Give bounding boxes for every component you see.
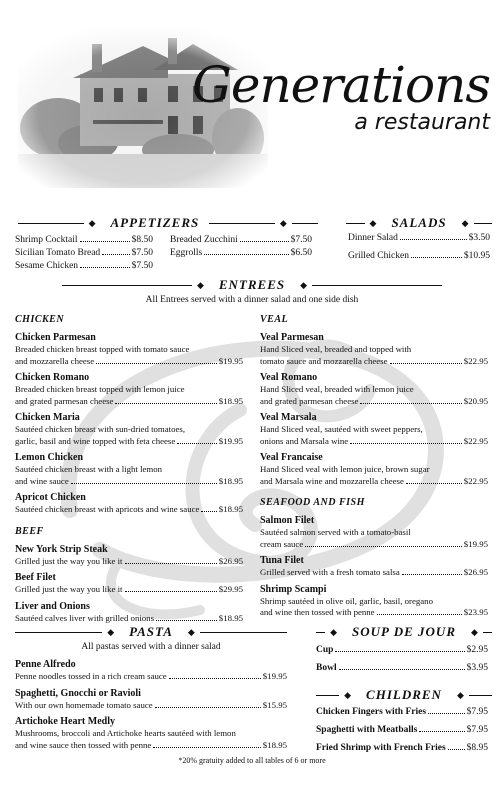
- menu-item: Dinner Salad $3.50: [348, 233, 490, 243]
- appetizers-heading: ◆ APPETIZERS ◆: [18, 216, 318, 230]
- menu-item: Spaghetti with Meatballs $7.95: [316, 725, 488, 735]
- children-title: CHILDREN: [366, 687, 442, 702]
- children-heading: ◆ CHILDREN ◆: [316, 688, 492, 702]
- entrees-left-column: [15, 314, 243, 628]
- entrees-note: All Entrees served with a dinner salad and one side dish: [145, 295, 359, 305]
- menu-item: Spaghetti, Gnocchi or Ravioli With our own homemade tomato sauce $15.95: [15, 687, 287, 710]
- menu-item: Grilled Chicken $10.95: [348, 251, 490, 261]
- menu-item: Chicken Fingers with Fries $7.95: [316, 707, 488, 717]
- menu-item: Artichoke Heart Medly Mushrooms, broccoli and Artichoke hearts sautéed with lemon and wine sauce then tossed with penne $18.95: [15, 716, 287, 750]
- menu-item: Shrimp Scampi Shrimp sautéed in olive oil, garlic, basil, oregano and wine then tossed with penne $23.95: [260, 583, 488, 617]
- menu-item: Eggrolls $6.50: [170, 248, 312, 258]
- menu-item: Veal Parmesan Hand Sliced veal, breaded and topped with tomato sauce and mozzarella cheese $22.95: [260, 332, 488, 366]
- menu-item: Tuna Filet Grilled served with a fresh tomato salsa $26.95: [260, 555, 488, 577]
- category-veal: VEAL: [260, 314, 289, 325]
- entrees-title: ENTREES: [218, 277, 286, 292]
- menu-item: Veal Francaise Hand Sliced veal with lemon juice, brown sugar and Marsala wine and mozzarella cheese $22.95: [260, 452, 488, 486]
- soup-heading: ◆ SOUP DE JOUR ◆: [316, 625, 492, 639]
- menu-item: Sicilian Tomato Bread $7.50: [15, 248, 153, 258]
- menu-item: Veal Marsala Hand Sliced veal, sautéed with sweet peppers, onions and Marsala wine $22.95: [260, 412, 488, 446]
- appetizers-column-1: [15, 234, 153, 273]
- menu-item: New York Strip Steak Grilled just the way you like it $26.95: [15, 543, 243, 566]
- menu-item: Salmon Filet Sautéed salmon served with a tomato-basil cream sauce $19.95: [260, 515, 488, 549]
- menu-item: Cup $2.95: [316, 645, 488, 655]
- category-beef: BEEF: [15, 525, 44, 537]
- menu-item: Chicken Maria Sautéed chicken breast with sun-dried tomatoes, garlic, basil and wine topped with feta cheese $19.95: [15, 412, 243, 446]
- category-chicken: CHICKEN: [15, 314, 65, 325]
- menu-item: Veal Romano Hand Sliced veal, breaded with lemon juice and grated parmesan cheese $20.95: [260, 372, 488, 406]
- category-seafood: SEAFOOD AND FISH: [260, 497, 365, 508]
- pasta-list: [15, 658, 287, 755]
- entrees-heading: ◆ ENTREES ◆: [62, 278, 442, 292]
- menu-item: Fried Shrimp with French Fries $8.95: [316, 743, 488, 753]
- soup-list: [316, 641, 488, 677]
- salads-list: [348, 229, 490, 265]
- menu-item: Lemon Chicken Sautéed chicken breast with a light lemon and wine sauce $18.95: [15, 452, 243, 486]
- gratuity-footnote: *20% gratuity added to all tables of 6 or more: [178, 756, 326, 765]
- menu-item: Chicken Romano Breaded chicken breast topped with lemon juice and grated parmesan cheese $18.95: [15, 372, 243, 406]
- menu-item: Sesame Chicken $7.50: [15, 261, 153, 271]
- restaurant-logo: [191, 56, 490, 135]
- salads-title: SALADS: [391, 215, 447, 230]
- menu-item: Apricot Chicken Sautéed chicken breast with apricots and wine sauce $18.95: [15, 492, 243, 514]
- menu-item: Beef Filet Grilled just the way you like it $29.95: [15, 572, 243, 594]
- pasta-title: PASTA: [129, 624, 173, 639]
- salads-heading: ◆ SALADS ◆: [346, 216, 492, 230]
- menu-item: Shrimp Cocktail $8.50: [15, 235, 153, 245]
- children-list: [316, 703, 488, 757]
- menu-item: Liver and Onions Sautéed calves liver with grilled onions $18.95: [15, 600, 243, 623]
- menu-item: Breaded Zucchini $7.50: [170, 235, 312, 245]
- menu-item: Bowl $3.95: [316, 663, 488, 673]
- entrees-right-column: [260, 314, 488, 623]
- appetizers-column-2: [170, 234, 312, 260]
- menu-item: Penne Alfredo Penne noodles tossed in a rich cream sauce $19.95: [15, 659, 287, 681]
- appetizers-title: APPETIZERS: [110, 215, 200, 230]
- menu-item: Chicken Parmesan Breaded chicken breast topped with tomato sauce and mozzarella cheese $19.95: [15, 332, 243, 366]
- soup-title: SOUP DE JOUR: [352, 624, 456, 639]
- pasta-note: All pastas served with a dinner salad: [81, 642, 221, 652]
- pasta-heading: ◆ PASTA ◆: [15, 625, 287, 639]
- restaurant-tagline: a restaurant: [354, 110, 490, 135]
- restaurant-name: Generations: [191, 56, 490, 114]
